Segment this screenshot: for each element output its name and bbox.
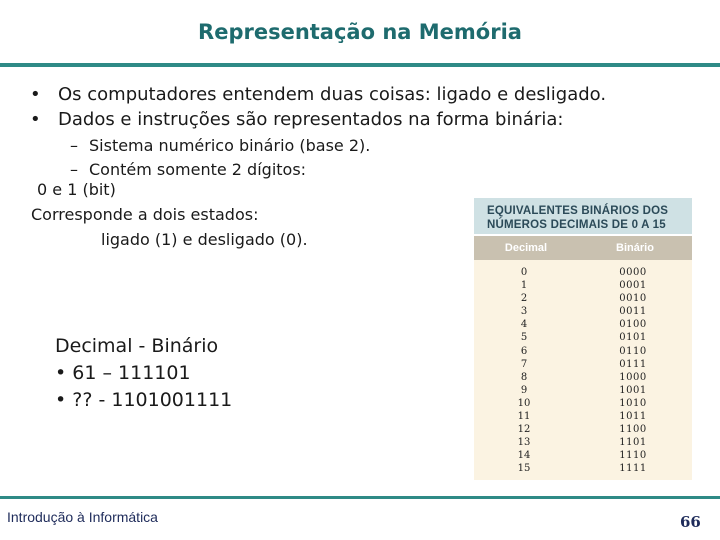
table-row <box>474 318 692 331</box>
cell-binary: 0011 <box>619 306 647 318</box>
cell-decimal: 11 <box>517 411 531 423</box>
cell-decimal: 8 <box>520 371 528 383</box>
bullet-marker: • <box>30 109 41 130</box>
cell-decimal: 3 <box>520 306 528 318</box>
table-row <box>474 462 692 475</box>
bullet-marker: • <box>55 389 67 411</box>
cell-binary: 0001 <box>619 280 647 292</box>
column-header-decimal: Decimal <box>504 242 548 254</box>
table-row <box>474 292 692 305</box>
table-row <box>474 305 692 318</box>
decimal-binary-text: ?? - 1101001111 <box>72 389 233 411</box>
cell-binary: 1100 <box>619 424 647 436</box>
decimal-binary-item <box>55 387 232 414</box>
cell-binary: 0010 <box>619 293 647 305</box>
bullet-item <box>30 107 606 132</box>
cell-binary: 0100 <box>619 319 647 331</box>
cell-decimal: 14 <box>517 450 531 462</box>
corresponds-line: Corresponde a dois estados: <box>31 205 259 224</box>
cell-decimal: 4 <box>520 319 528 331</box>
cell-decimal: 0 <box>520 267 528 278</box>
table-row <box>474 331 692 344</box>
table-row <box>474 279 692 292</box>
sub-bullet-marker: – <box>70 160 78 179</box>
cell-binary: 0110 <box>619 345 647 357</box>
decimal-binary-item <box>55 360 232 387</box>
sub-bullet-item <box>70 158 370 182</box>
top-divider <box>0 63 720 67</box>
cell-binary: 1110 <box>619 450 647 462</box>
states-line: ligado (1) e desligado (0). <box>101 230 308 249</box>
table-row <box>474 371 692 384</box>
bottom-divider <box>0 496 720 499</box>
cell-decimal: 15 <box>517 463 531 475</box>
table-row <box>474 410 692 423</box>
cell-decimal: 13 <box>517 437 531 449</box>
table-row <box>474 436 692 449</box>
cell-decimal: 7 <box>520 358 528 370</box>
bullet-text: Dados e instruções são representados na forma binária: <box>58 109 564 130</box>
cell-binary: 1111 <box>619 463 647 475</box>
table-column-headers <box>474 234 692 260</box>
bullet-marker: • <box>30 84 41 105</box>
cell-decimal: 12 <box>517 424 531 436</box>
cell-decimal: 10 <box>517 397 531 409</box>
decimal-binary-heading: Decimal - Binário <box>55 335 219 357</box>
sub-bullet-item <box>70 134 370 158</box>
table-row <box>474 384 692 397</box>
bullet-text: Os computadores entendem duas coisas: ligado e desligado. <box>58 84 607 105</box>
table-body <box>474 260 692 476</box>
digits-line: 0 e 1 (bit) <box>37 180 116 199</box>
cell-binary: 0101 <box>619 332 647 344</box>
cell-binary: 1011 <box>619 411 647 423</box>
cell-decimal: 5 <box>520 332 528 344</box>
table-title <box>474 198 692 234</box>
binary-equivalents-table <box>474 198 692 480</box>
main-bullet-list <box>30 82 606 132</box>
decimal-binary-text: 61 – 111101 <box>72 362 191 384</box>
table-title-line: EQUIVALENTES BINÁRIOS DOS <box>487 205 669 217</box>
table-row <box>474 345 692 358</box>
bullet-item <box>30 82 606 107</box>
cell-decimal: 9 <box>520 384 528 396</box>
cell-decimal: 6 <box>520 345 528 357</box>
table-row <box>474 397 692 410</box>
table-row <box>474 358 692 371</box>
cell-binary: 1001 <box>619 384 647 396</box>
cell-decimal: 2 <box>520 293 528 305</box>
sub-bullet-text: Contém somente 2 dígitos: <box>89 160 307 179</box>
page-number: 66 <box>680 513 701 531</box>
cell-decimal: 1 <box>520 280 528 292</box>
slide-title: Representação na Memória <box>198 20 522 44</box>
cell-binary: 0000 <box>619 267 647 278</box>
footer-course: Introdução à Informática <box>7 509 158 525</box>
sub-bullet-list <box>70 134 370 182</box>
sub-bullet-marker: – <box>70 136 78 155</box>
table-row <box>474 449 692 462</box>
bullet-marker: • <box>55 362 67 384</box>
table-row <box>474 266 692 279</box>
column-header-binary: Binário <box>616 242 654 254</box>
cell-binary: 1010 <box>619 397 647 409</box>
cell-binary: 0111 <box>619 358 647 370</box>
cell-binary: 1000 <box>619 371 647 383</box>
table-row <box>474 423 692 436</box>
cell-binary: 1101 <box>619 437 647 449</box>
sub-bullet-text: Sistema numérico binário (base 2). <box>89 136 371 155</box>
table-title-line: NÚMEROS DECIMAIS DE 0 A 15 <box>487 219 666 231</box>
decimal-binary-block <box>55 333 232 414</box>
